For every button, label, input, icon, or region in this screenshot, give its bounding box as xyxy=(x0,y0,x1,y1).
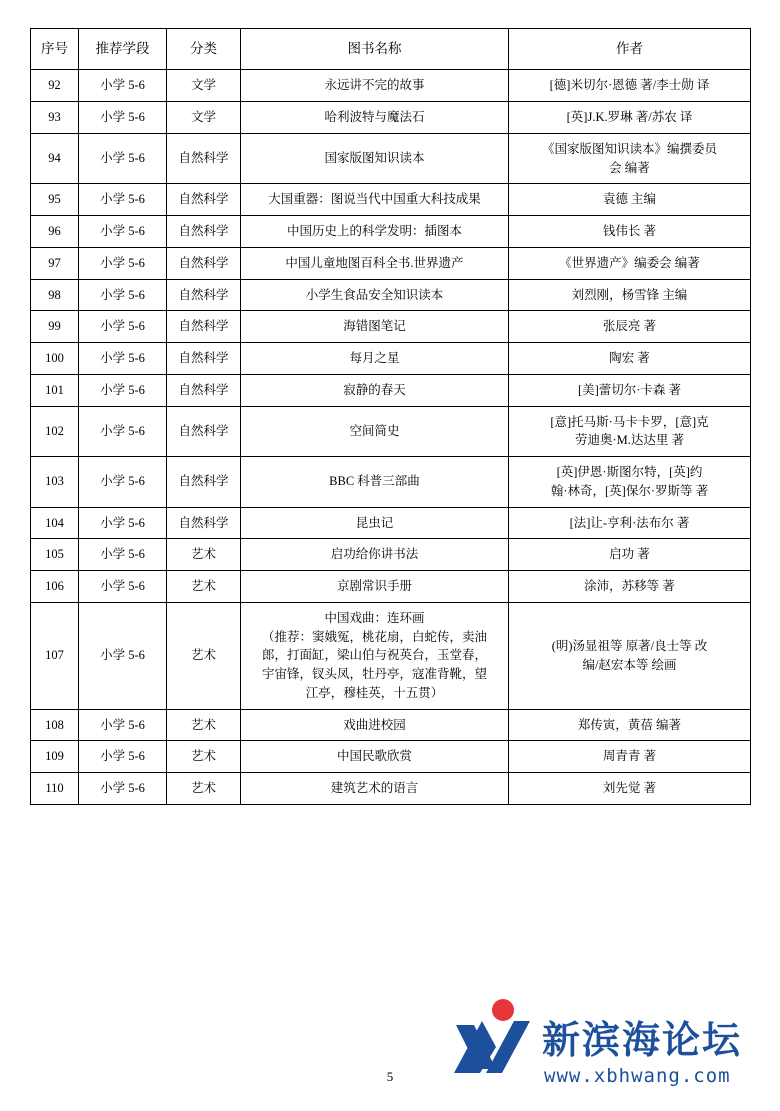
cell-author: 涂沛，苏移等 著 xyxy=(509,571,751,603)
table-row xyxy=(31,279,751,311)
cell-category: 自然科学 xyxy=(167,507,241,539)
cell-author: 张辰亮 著 xyxy=(509,311,751,343)
cell-title: 小学生食品安全知识读本 xyxy=(241,279,509,311)
table-row xyxy=(31,133,751,184)
cell-category: 自然科学 xyxy=(167,279,241,311)
cell-title: 空间简史 xyxy=(241,406,509,457)
column-header-category: 分类 xyxy=(167,29,241,70)
cell-stage: 小学 5-6 xyxy=(79,406,167,457)
cell-stage: 小学 5-6 xyxy=(79,773,167,805)
cell-author: [法]让-亨利·法布尔 著 xyxy=(509,507,751,539)
cell-title: 永远讲不完的故事 xyxy=(241,70,509,102)
cell-author: 周青青 著 xyxy=(509,741,751,773)
table-row xyxy=(31,343,751,375)
cell-author xyxy=(509,457,751,508)
table-row xyxy=(31,216,751,248)
cell-author xyxy=(509,602,751,709)
cell-title-line: 江亭，穆桂英，十五贯） xyxy=(305,685,444,700)
cell-stage: 小学 5-6 xyxy=(79,247,167,279)
cell-stage: 小学 5-6 xyxy=(79,343,167,375)
cell-index: 105 xyxy=(31,539,79,571)
table-row xyxy=(31,102,751,134)
cell-title: 寂静的春天 xyxy=(241,374,509,406)
cell-title: 戏曲进校园 xyxy=(241,709,509,741)
cell-author: 刘先觉 著 xyxy=(509,773,751,805)
cell-author: 钱伟长 著 xyxy=(509,216,751,248)
cell-index: 92 xyxy=(31,70,79,102)
cell-title: 昆虫记 xyxy=(241,507,509,539)
cell-index: 100 xyxy=(31,343,79,375)
table-row xyxy=(31,311,751,343)
cell-title: 建筑艺术的语言 xyxy=(241,773,509,805)
cell-category: 艺术 xyxy=(167,539,241,571)
cell-author: 《世界遗产》编委会 编著 xyxy=(509,247,751,279)
cell-category: 艺术 xyxy=(167,741,241,773)
cell-author: 袁德 主编 xyxy=(509,184,751,216)
table-row xyxy=(31,571,751,603)
cell-stage: 小学 5-6 xyxy=(79,539,167,571)
cell-category: 自然科学 xyxy=(167,311,241,343)
cell-stage: 小学 5-6 xyxy=(79,507,167,539)
cell-category: 艺术 xyxy=(167,571,241,603)
cell-index: 103 xyxy=(31,457,79,508)
cell-index: 96 xyxy=(31,216,79,248)
cell-stage: 小学 5-6 xyxy=(79,279,167,311)
cell-category: 文学 xyxy=(167,102,241,134)
cell-title-line: 宇宙锋，钗头凤，牡丹亭，寇准背靴，望 xyxy=(261,667,487,681)
cell-author-line: [意]托马斯·马卡卡罗，[意]克 xyxy=(550,414,709,429)
cell-author: 陶宏 著 xyxy=(509,343,751,375)
page-number: 5 xyxy=(386,1069,394,1084)
cell-title: 启功给你讲书法 xyxy=(241,539,509,571)
cell-category: 艺术 xyxy=(167,709,241,741)
cell-author-line: 会 编著 xyxy=(609,160,650,175)
table-row xyxy=(31,247,751,279)
cell-category: 自然科学 xyxy=(167,184,241,216)
cell-title: 大国重器：图说当代中国重大科技成果 xyxy=(241,184,509,216)
cell-stage: 小学 5-6 xyxy=(79,102,167,134)
table-row xyxy=(31,539,751,571)
table-row xyxy=(31,374,751,406)
table-row xyxy=(31,507,751,539)
cell-index: 106 xyxy=(31,571,79,603)
cell-category: 艺术 xyxy=(167,602,241,709)
cell-category: 自然科学 xyxy=(167,457,241,508)
cell-title: 每月之星 xyxy=(241,343,509,375)
site-watermark xyxy=(444,995,762,1103)
cell-author: 刘烈刚，杨雪锋 主编 xyxy=(509,279,751,311)
cell-index: 97 xyxy=(31,247,79,279)
watermark-brand: 新滨海论坛 xyxy=(542,1018,743,1062)
cell-index: 109 xyxy=(31,741,79,773)
table-row xyxy=(31,70,751,102)
cell-author xyxy=(509,406,751,457)
table-row xyxy=(31,709,751,741)
cell-stage: 小学 5-6 xyxy=(79,602,167,709)
cell-category: 自然科学 xyxy=(167,343,241,375)
cell-author-line: 编/赵宏本等 绘画 xyxy=(582,657,677,672)
watermark-logo-icon xyxy=(450,1013,536,1079)
cell-index: 94 xyxy=(31,133,79,184)
cell-title: 海错图笔记 xyxy=(241,311,509,343)
cell-author-line: [英]伊恩·斯图尔特，[英]约 xyxy=(556,465,703,479)
table-row xyxy=(31,773,751,805)
cell-index: 99 xyxy=(31,311,79,343)
cell-stage: 小学 5-6 xyxy=(79,184,167,216)
cell-author: 郑传寅，黄蓓 编著 xyxy=(509,709,751,741)
cell-stage: 小学 5-6 xyxy=(79,133,167,184)
cell-title: 中国民歌欣赏 xyxy=(241,741,509,773)
cell-title-line: 郎，打面缸，梁山伯与祝英台，玉堂春， xyxy=(261,648,487,663)
cell-title: 中国儿童地图百科全书.世界遗产 xyxy=(241,247,509,279)
cell-index: 95 xyxy=(31,184,79,216)
cell-index: 93 xyxy=(31,102,79,134)
recommended-books-table xyxy=(30,28,751,805)
cell-author: 启功 著 xyxy=(509,539,751,571)
cell-title: 国家版图知识读本 xyxy=(241,133,509,184)
column-header-stage: 推荐学段 xyxy=(79,29,167,70)
cell-category: 自然科学 xyxy=(167,133,241,184)
cell-author: [英]J.K.罗琳 著/苏农 译 xyxy=(509,102,751,134)
cell-author-line: (明)汤显祖等 原著/良士等 改 xyxy=(551,638,708,653)
table-row xyxy=(31,602,751,709)
table-row xyxy=(31,457,751,508)
cell-category: 自然科学 xyxy=(167,216,241,248)
cell-title: 中国历史上的科学发明：插图本 xyxy=(241,216,509,248)
cell-category: 文学 xyxy=(167,70,241,102)
cell-stage: 小学 5-6 xyxy=(79,571,167,603)
cell-title-line: 中国戏曲：连环画 xyxy=(324,610,425,625)
cell-author-line: 翰·林奇，[英]保尔·罗斯等 著 xyxy=(550,483,709,498)
table-row xyxy=(31,184,751,216)
cell-index: 101 xyxy=(31,374,79,406)
cell-title xyxy=(241,602,509,709)
table-row xyxy=(31,406,751,457)
cell-author xyxy=(509,133,751,184)
cell-title: 哈利波特与魔法石 xyxy=(241,102,509,134)
cell-category: 自然科学 xyxy=(167,374,241,406)
cell-stage: 小学 5-6 xyxy=(79,311,167,343)
cell-author: [美]蕾切尔·卡森 著 xyxy=(509,374,751,406)
watermark-url: www.xbhwang.com xyxy=(544,1065,731,1087)
table-row xyxy=(31,741,751,773)
column-header-title: 图书名称 xyxy=(241,29,509,70)
cell-index: 102 xyxy=(31,406,79,457)
cell-title-line: （推荐：窦娥冤，桃花扇，白蛇传，卖油 xyxy=(261,629,487,644)
cell-index: 98 xyxy=(31,279,79,311)
cell-author-line: 《国家版图知识读本》编撰委员 xyxy=(541,141,717,156)
cell-stage: 小学 5-6 xyxy=(79,741,167,773)
cell-author: [德]米切尔·恩德 著/李士勋 译 xyxy=(509,70,751,102)
cell-category: 自然科学 xyxy=(167,406,241,457)
cell-index: 108 xyxy=(31,709,79,741)
cell-stage: 小学 5-6 xyxy=(79,70,167,102)
cell-stage: 小学 5-6 xyxy=(79,457,167,508)
cell-stage: 小学 5-6 xyxy=(79,709,167,741)
column-header-index: 序号 xyxy=(31,29,79,70)
cell-stage: 小学 5-6 xyxy=(79,216,167,248)
cell-category: 自然科学 xyxy=(167,247,241,279)
cell-index: 107 xyxy=(31,602,79,709)
cell-author-line: 劳迪奥·M.达达里 著 xyxy=(574,433,685,448)
table-header-row xyxy=(31,29,751,70)
column-header-author: 作者 xyxy=(509,29,751,70)
cell-title: 京剧常识手册 xyxy=(241,571,509,603)
cell-index: 104 xyxy=(31,507,79,539)
cell-title: BBC 科普三部曲 xyxy=(241,457,509,508)
cell-category: 艺术 xyxy=(167,773,241,805)
cell-index: 110 xyxy=(31,773,79,805)
cell-stage: 小学 5-6 xyxy=(79,374,167,406)
